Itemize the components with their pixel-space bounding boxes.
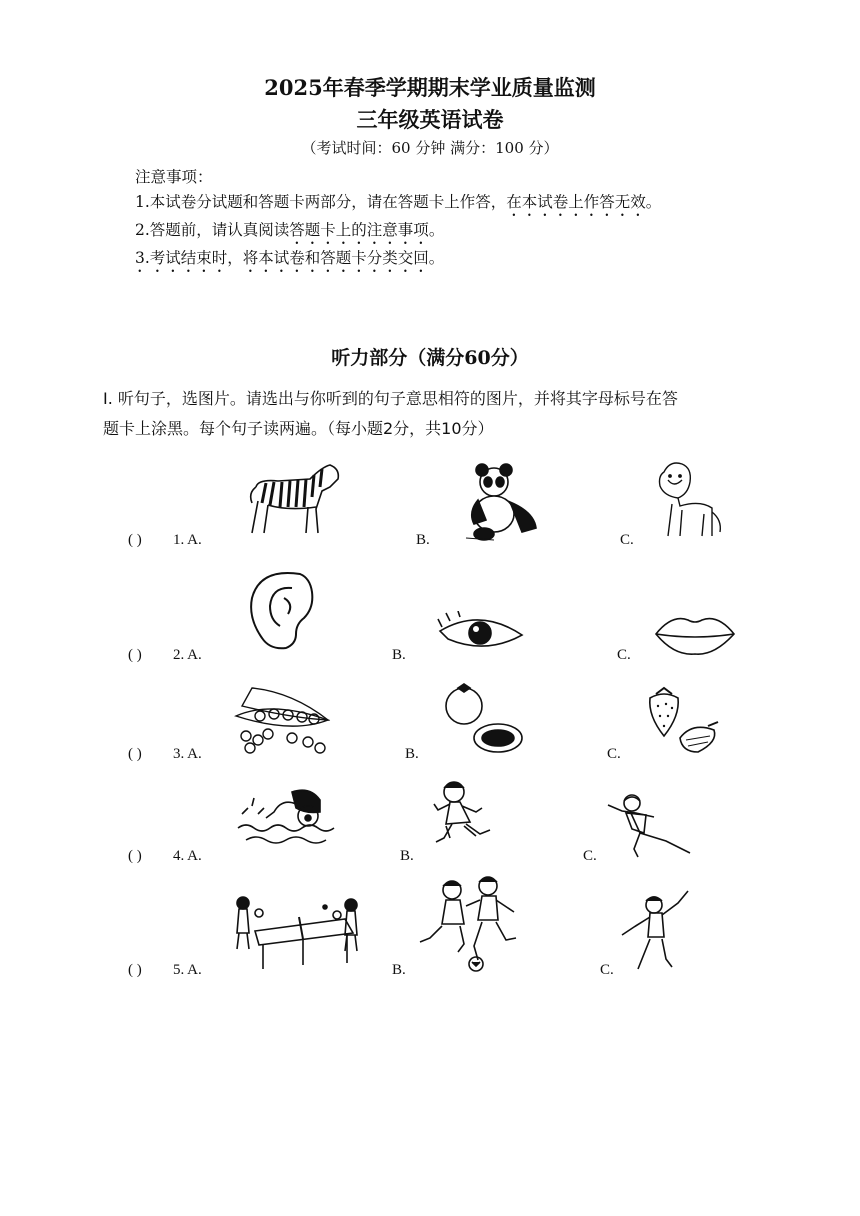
skating-picture[interactable] [606,793,698,859]
q1-option-a-label: 1. A. [173,532,202,548]
ping-pong-picture[interactable] [229,893,369,973]
panda-picture[interactable] [464,462,544,542]
notice-item-2-emphasis: 答题卡上的注意事项 [289,221,429,239]
q3-answer-bracket[interactable]: ( ) [128,746,142,762]
mouth-picture[interactable] [652,612,738,658]
notice-item-3-emphasis: 3.考试结束时，将本试卷和答题卡分类交回 [135,249,429,267]
q3-option-a-label: 3. A. [173,746,202,762]
notice-item-1-emphasis: 在本试卷上作答无效。 [506,193,662,211]
q5-answer-bracket[interactable]: ( ) [128,962,142,978]
badminton-picture[interactable] [620,889,692,973]
strawberry-picture[interactable] [642,686,722,758]
notice-item-3 [135,246,444,276]
q2-answer-bracket[interactable]: ( ) [128,647,142,663]
q2-option-a-label: 2. A. [173,647,202,663]
q5-option-a-label: 5. A. [173,962,202,978]
q2-option-b-label: B. [392,647,406,663]
q5-option-c-label: C. [600,962,614,978]
q1-answer-bracket[interactable]: ( ) [128,532,142,548]
q5-option-b-label: B. [392,962,406,978]
lion-picture[interactable] [650,458,726,542]
q1-option-c-label: C. [620,532,634,548]
football-picture[interactable] [418,876,522,972]
part1-instructions [103,384,763,444]
swimming-picture[interactable] [236,784,336,854]
ear-picture[interactable] [240,568,320,652]
part1-instructions-line1: I. 听句子，选图片。请选出与你听到的句子意思相符的图片，并将其字母标号在答 [103,389,678,408]
peas-picture[interactable] [232,682,332,756]
notice-item-3-end: 。 [428,249,445,267]
q1-option-b-label: B. [416,532,430,548]
running-picture[interactable] [432,778,502,854]
notice-item-2 [135,218,444,248]
zebra-picture[interactable] [238,457,342,539]
part1-instructions-line2: 题卡上涂黑。每个句子读两遍。（每小题2分，共10分） [103,419,494,438]
exam-info: （考试时间：60 分钟 满分：100 分） [301,139,559,157]
notice-item-1 [135,190,661,220]
q4-option-a-label: 4. A. [173,848,202,864]
q2-option-c-label: C. [617,647,631,663]
notice-item-2-end: 。 [428,221,445,239]
listening-section-title: 听力部分（满分60分） [331,347,529,369]
q4-option-c-label: C. [583,848,597,864]
tomato-picture[interactable] [440,682,526,756]
q4-answer-bracket[interactable]: ( ) [128,848,142,864]
q4-option-b-label: B. [400,848,414,864]
eye-picture[interactable] [436,611,526,655]
q3-option-b-label: B. [405,746,419,762]
notice-item-1-text: 1.本试卷分试题和答题卡两部分，请在答题卡上作答， [135,193,507,211]
notice-heading: 注意事项： [135,168,213,186]
q3-option-c-label: C. [607,746,621,762]
notice-item-2-text: 2.答题前，请认真阅读 [135,221,290,239]
exam-subtitle: 三年级英语试卷 [356,107,504,132]
exam-title: 2025年春季学期期末学业质量监测 [264,75,596,100]
